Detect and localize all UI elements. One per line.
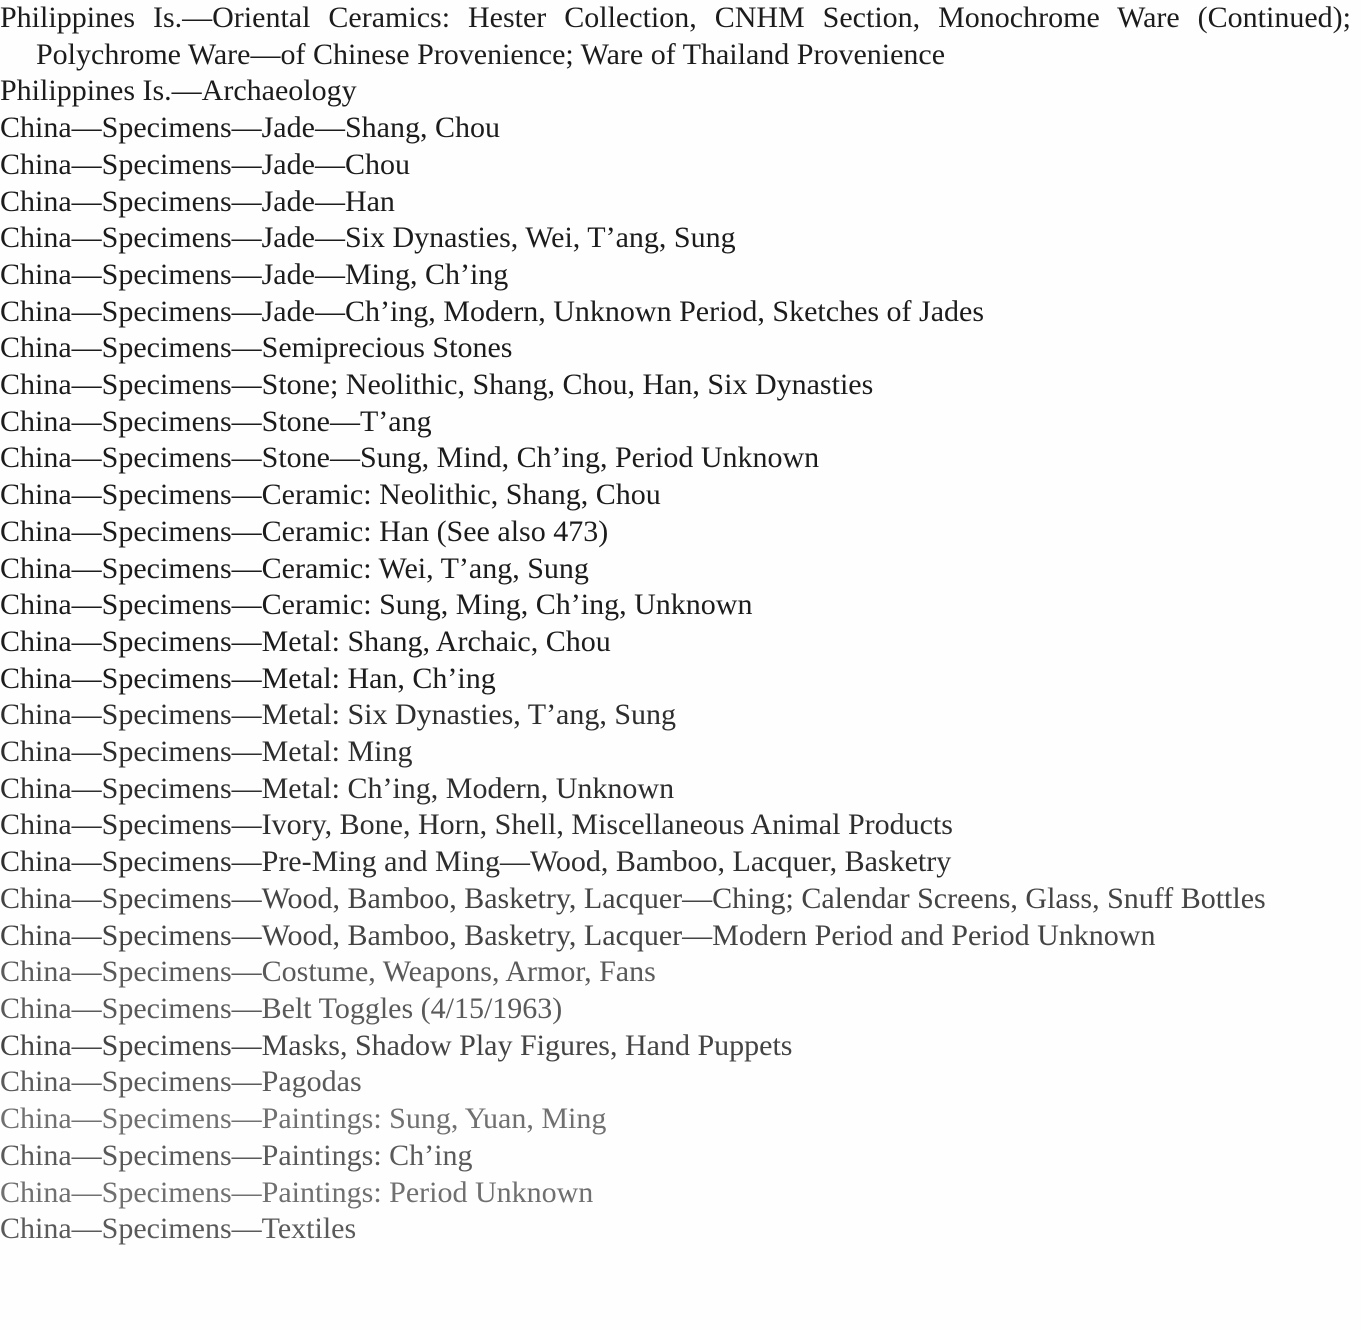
- list-item: China—Specimens—Ivory, Bone, Horn, Shell, Miscellaneous Animal Products: [0, 808, 953, 842]
- list-item: China—Specimens—Paintings: Sung, Yuan, Ming: [0, 1102, 607, 1136]
- list-item: China—Specimens—Ceramic: Wei, T’ang, Sung: [0, 551, 589, 585]
- list-item: China—Specimens—Wood, Bamboo, Basketry, Lacquer—Ching; Calendar Screens, Glass, Snuff Bottles: [0, 881, 1266, 915]
- list-item: China—Specimens—Metal: Ch’ing, Modern, Unknown: [0, 771, 675, 805]
- list-item: China—Specimens—Belt Toggles (4/15/1963): [0, 991, 563, 1025]
- list-item: China—Specimens—Masks, Shadow Play Figures, Hand Puppets: [0, 1028, 793, 1062]
- list-item: China—Specimens—Jade—Shang, Chou: [0, 111, 500, 145]
- list-item: China—Specimens—Costume, Weapons, Armor, Fans: [0, 955, 656, 989]
- list-item: China—Specimens—Metal: Six Dynasties, T’ang, Sung: [0, 698, 677, 732]
- list-item: China—Specimens—Stone—T’ang: [0, 404, 432, 438]
- list-item: Philippines Is.—Archaeology: [0, 74, 357, 108]
- list-item: China—Specimens—Jade—Ming, Ch’ing: [0, 257, 509, 291]
- list-item: China—Specimens—Stone; Neolithic, Shang, Chou, Han, Six Dynasties: [0, 368, 874, 402]
- list-item: China—Specimens—Jade—Chou: [0, 147, 410, 181]
- list-item: China—Specimens—Metal: Ming: [0, 735, 413, 769]
- list-item: China—Specimens—Stone—Sung, Mind, Ch’ing, Period Unknown: [0, 441, 820, 475]
- list-item: China—Specimens—Ceramic: Han (See also 473): [0, 514, 609, 548]
- list-item: China—Specimens—Paintings: Period Unknown: [0, 1175, 594, 1209]
- list-item: China—Specimens—Metal: Han, Ch’ing: [0, 661, 496, 695]
- list-item: China—Specimens—Ceramic: Sung, Ming, Ch’ing, Unknown: [0, 588, 753, 622]
- list-item: China—Specimens—Textiles: [0, 1212, 357, 1246]
- list-item: China—Specimens—Jade—Han: [0, 184, 395, 218]
- list-item: China—Specimens—Ceramic: Neolithic, Shang, Chou: [0, 478, 661, 512]
- list-item: China—Specimens—Jade—Ch’ing, Modern, Unknown Period, Sketches of Jades: [0, 294, 985, 328]
- list-item: Philippines Is.—Oriental Ceramics: Hester Collection, CNHM Section, Monochrome Ware (Continued); Polychrome Ware—of Chinese Provenience; Ware of Thailand Provenience: [0, 1, 1351, 71]
- list-item: China—Specimens—Metal: Shang, Archaic, Chou: [0, 624, 611, 658]
- list-item: China—Specimens—Semiprecious Stones: [0, 331, 513, 365]
- list-item: China—Specimens—Wood, Bamboo, Basketry, Lacquer—Modern Period and Period Unknown: [0, 918, 1156, 952]
- list-item: China—Specimens—Pre-Ming and Ming—Wood, Bamboo, Lacquer, Basketry: [0, 845, 952, 879]
- list-item: China—Specimens—Jade—Six Dynasties, Wei, T’ang, Sung: [0, 221, 736, 255]
- list-item: China—Specimens—Paintings: Ch’ing: [0, 1138, 473, 1172]
- list-item: China—Specimens—Pagodas: [0, 1065, 362, 1099]
